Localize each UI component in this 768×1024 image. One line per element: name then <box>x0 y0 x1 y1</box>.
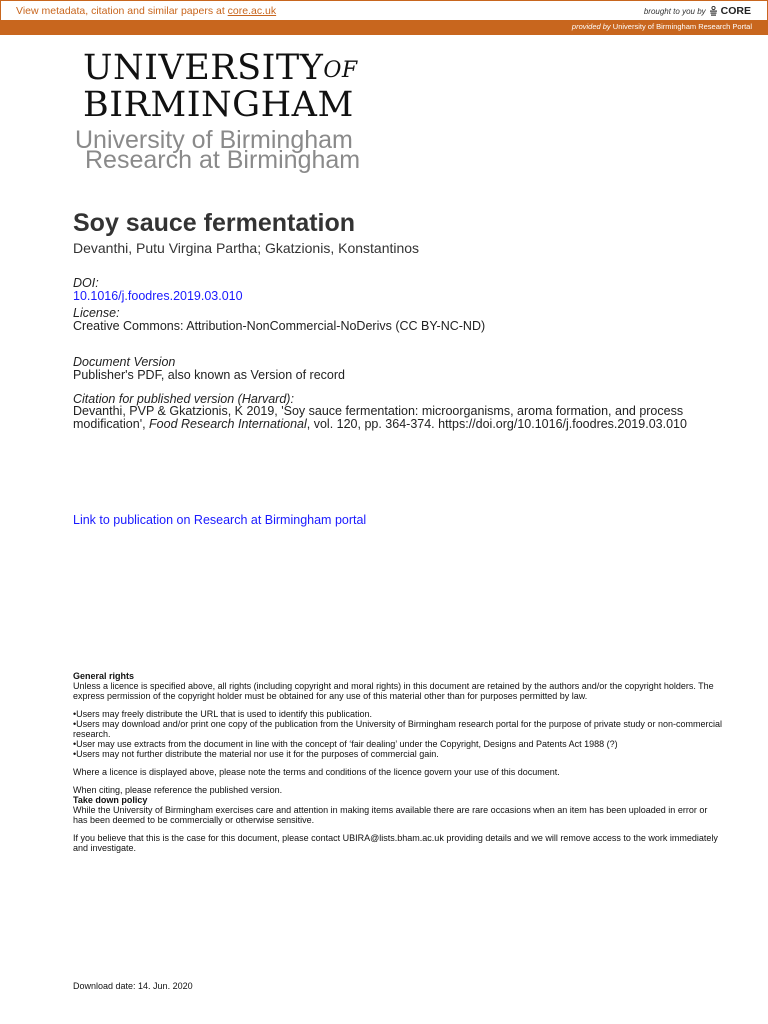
citing-note: When citing, please reference the published version. <box>73 785 283 795</box>
citation-text <box>73 405 723 430</box>
takedown-heading: Take down policy <box>73 795 148 805</box>
rights-section <box>73 671 723 853</box>
general-rights-text: Unless a licence is specified above, all rights (including copyright and moral rights) in this document are retained by the authors and/or the copyright holders. The express permission of the copyright holder must be obtained for any use of this material other than for purposes permitted by law. <box>73 681 714 701</box>
repository-name-line1: University of Birmingham <box>75 126 353 154</box>
paper-authors: Devanthi, Putu Virgina Partha; Gkatzionis, Konstantinos <box>73 240 420 256</box>
core-word: CORE <box>720 5 751 17</box>
doi-label: DOI: <box>73 276 99 290</box>
citation-part1: Devanthi, PVP & Gkatzionis, K 2019, 'Soy sauce fermentation: microorganisms, aroma formation, and process modification', <box>73 404 684 431</box>
repository-name-line2: Research at Birmingham <box>85 146 361 174</box>
core-header-bar <box>0 0 768 21</box>
takedown-text: While the University of Birmingham exercises care and attention in making items available there are rare occasions when an item has been uploaded in error or has been deemed to be commercially or otherwise sensitive. <box>73 805 708 825</box>
core-link-prefix: View metadata, citation and similar papers at <box>16 5 228 17</box>
provided-prefix: provided by <box>571 22 611 31</box>
provided-by-bar <box>0 20 768 35</box>
logo-birmingham: BIRMINGHAM <box>83 85 354 125</box>
university-logo <box>83 50 358 124</box>
provided-by[interactable] <box>572 22 752 31</box>
citation-journal: Food Research International <box>149 416 307 431</box>
rights-bullet-1: •Users may freely distribute the URL that is used to identify this publication. <box>73 709 372 719</box>
version-value: Publisher's PDF, also known as Version of record <box>73 368 345 382</box>
licence-note: Where a licence is displayed above, please note the terms and conditions of the licence govern your use of this document. <box>73 767 560 777</box>
logo-of: OF <box>323 58 358 83</box>
general-rights-heading: General rights <box>73 671 135 681</box>
brought-text: brought to you by <box>643 6 706 16</box>
core-link-text[interactable]: core.ac.uk <box>227 5 277 17</box>
core-logo-icon <box>709 6 718 17</box>
rights-bullet-4: •Users may not further distribute the material nor use it for the purposes of commercial gain. <box>73 749 439 759</box>
provided-source: University of Birmingham Research Portal <box>612 22 752 31</box>
rights-bullet-2: •Users may download and/or print one copy of the publication from the University of Birmingham research portal for the purpose of private study or non-commercial research. <box>73 719 722 739</box>
license-label: License: <box>73 306 120 320</box>
portal-link[interactable]: Link to publication on Research at Birmingham portal <box>73 513 367 527</box>
logo-university: UNIVERSITY <box>83 48 324 88</box>
license-value: Creative Commons: Attribution-NonCommercial-NoDerivs (CC BY-NC-ND) <box>73 319 486 333</box>
contact-text: If you believe that this is the case for this document, please contact UBIRA@lists.bham.ac.uk providing details and we will remove access to the work immediately and investigate. <box>73 833 718 853</box>
download-date: Download date: 14. Jun. 2020 <box>73 981 193 991</box>
citation-part2: , vol. 120, pp. 364-374. https://doi.org/10.1016/j.foodres.2019.03.010 <box>306 416 687 431</box>
brought-to-you-by[interactable] <box>644 5 751 17</box>
rights-bullet-3: •User may use extracts from the document in line with the concept of ‘fair dealing’ under the Copyright, Designs and Patents Act 1988 (?) <box>73 739 618 749</box>
core-metadata-link[interactable] <box>16 5 276 17</box>
doi-link[interactable]: 10.1016/j.foodres.2019.03.010 <box>73 289 243 303</box>
version-label: Document Version <box>73 355 176 369</box>
paper-title: Soy sauce fermentation <box>73 209 356 237</box>
citation-label: Citation for published version (Harvard): <box>73 392 294 406</box>
